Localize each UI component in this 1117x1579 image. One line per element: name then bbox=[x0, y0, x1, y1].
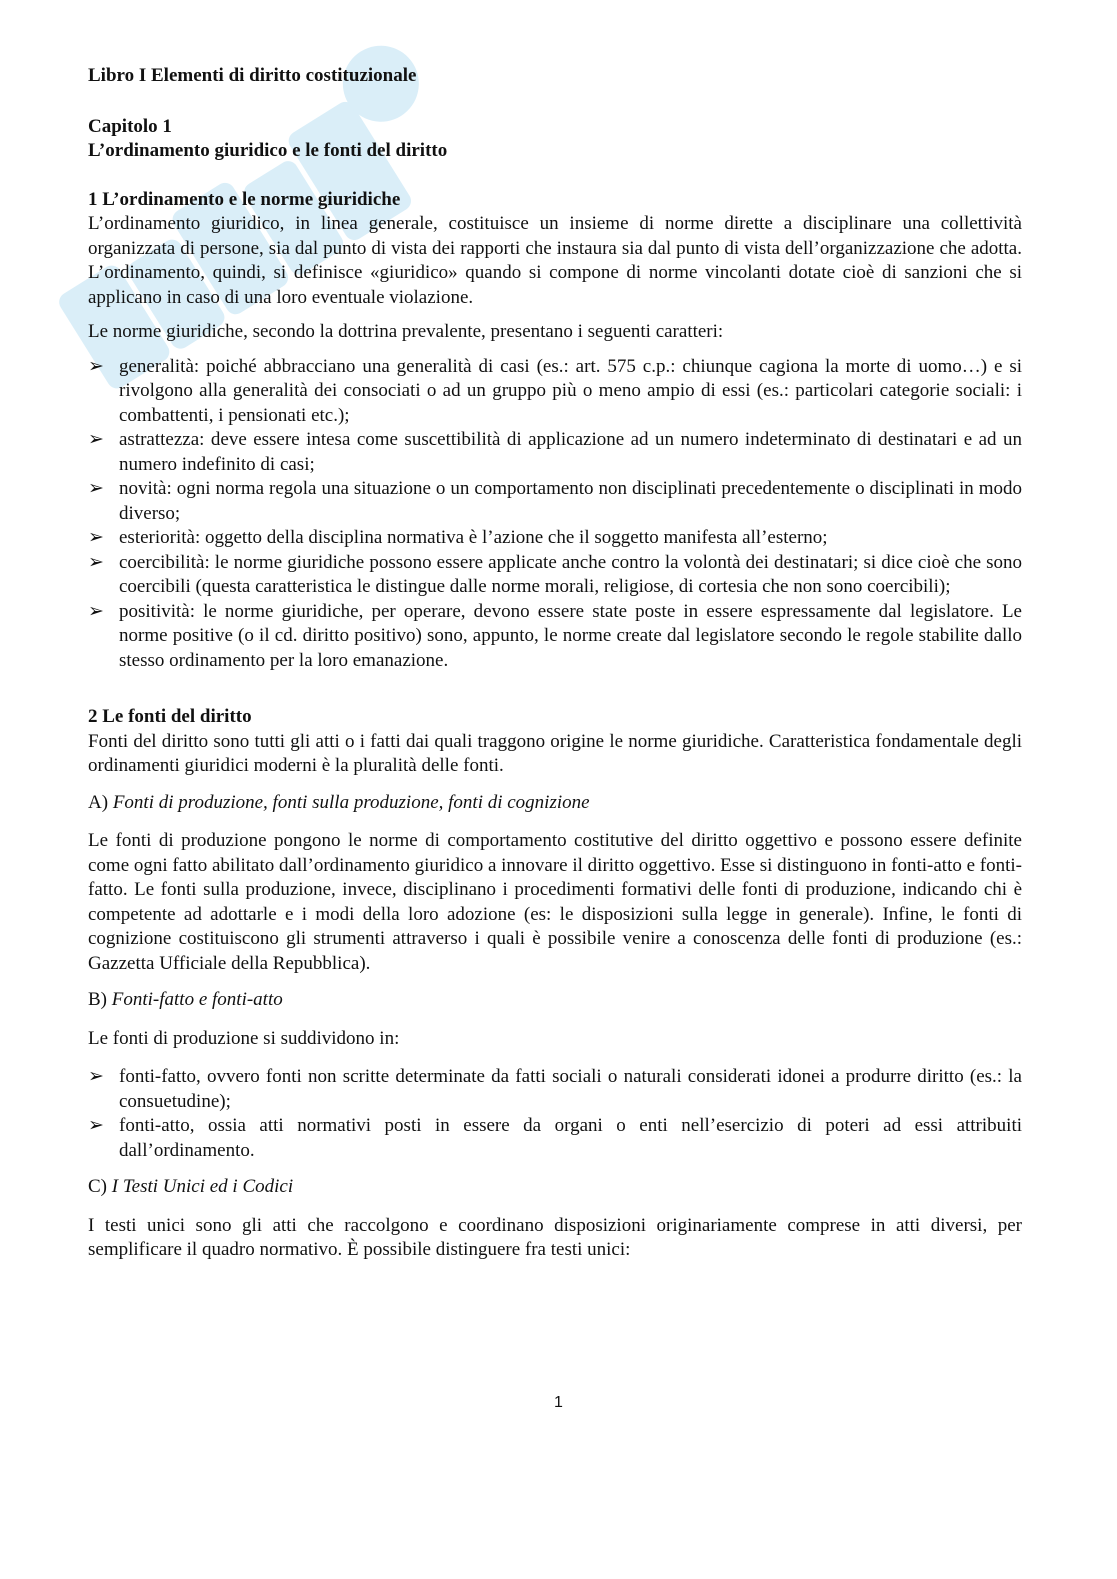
arrow-bullet-icon: ➢ bbox=[88, 527, 104, 548]
list-item: ➢ esteriorità: oggetto della disciplina normativa è l’azione che il soggetto manifesta all’esterno; bbox=[88, 526, 1022, 551]
section-1-heading: 1 L’ordinamento e le norme giuridiche bbox=[88, 188, 401, 210]
arrow-bullet-icon: ➢ bbox=[88, 355, 104, 377]
section-1-paragraph: L’ordinamento giuridico, in linea generale, costituisce un insieme di norme dirette a disciplinare una collettività organizzata di persone, sia dal punto di vista dei rapporti che instaura sia dal punto di vista dell’organizzazione che adotta. L’ordinamento, quindi, si definisce «giuridico» quando si compone di norme vincolanti dotate cioè di sanzioni che si applicano in caso di una loro eventuale violazione. bbox=[88, 213, 1022, 308]
subsection-c-paragraph: I testi unici sono gli atti che raccolgono e coordinano disposizioni originariamente comprese in atti diversi, per semplificare il quadro normativo. È possibile distinguere fra testi unici: bbox=[88, 1214, 1022, 1260]
chapter-label: Capitolo 1 bbox=[88, 115, 172, 137]
list-item: ➢ fonti-atto, ossia atti normativi posti in essere da organi o enti nell’esercizio di poteri ad essi attribuiti dall’ordinamento. bbox=[88, 1115, 1022, 1161]
page-number: 1 bbox=[554, 1394, 563, 1411]
arrow-bullet-icon: ➢ bbox=[88, 600, 104, 622]
arrow-bullet-icon: ➢ bbox=[88, 478, 104, 499]
subsection-b-paragraph: Le fonti di produzione si suddividono in: bbox=[88, 1027, 400, 1049]
book-title: Libro I Elementi di diritto costituzionale bbox=[88, 65, 417, 86]
section-2-heading: 2 Le fonti del diritto bbox=[88, 706, 252, 727]
chapter-title: L’ordinamento giuridico e le fonti del diritto bbox=[88, 140, 448, 161]
section-1-intro-paragraph: Le norme giuridiche, secondo la dottrina prevalente, presentano i seguenti caratteri: bbox=[88, 321, 724, 342]
list-item: ➢ coercibilità: le norme giuridiche possono essere applicate anche contro la volontà dei destinatari; si dice cioè che sono coercibili (questa caratteristica le distingue dalle norme morali, religiose, di cortesia che non sono coercibili); bbox=[88, 551, 1022, 597]
subsection-a-paragraph: Le fonti di produzione pongono le norme di comportamento costitutive del diritto oggettivo e possono essere definite come ogni fatto abilitato dall’ordinamento giuridico a innovare il diritto oggettivo. Esse si distinguono in fonti-atto e fonti-fatto. Le fonti sulla produzione, invece, disciplinano i procedimenti formativi delle fonti di produzione, indicando chi è competente ad adottarle e i modi della loro adozione (es: le disposizioni sulla legge in generale). Infine, le fonti di cognizione costituiscono gli strumenti attraverso i quali è possibile venire a conoscenza delle fonti di produzione (es.: Gazzetta Ufficiale della Repubblica). bbox=[88, 830, 1022, 974]
list-item: ➢ astrattezza: deve essere intesa come suscettibilità di applicazione ad un numero indeterminato di destinatari e ad un numero indefinito di casi; bbox=[88, 429, 1022, 475]
list-item: ➢ positività: le norme giuridiche, per operare, devono essere state poste in essere espressamente dal legislatore. Le norme positive (o il cd. diritto positivo) sono, appunto, le norme create dal legislatore secondo le regole stabilite dallo stesso ordinamento per la loro emanazione. bbox=[88, 600, 1022, 671]
arrow-bullet-icon: ➢ bbox=[88, 1066, 104, 1087]
subsection-c-heading: C) I Testi Unici ed i Codici bbox=[88, 1176, 294, 1197]
list-item: ➢ generalità: poiché abbracciano una generalità di casi (es.: art. 575 c.p.: chiunque cagiona la morte di uomo…) e si rivolgono alla generalità dei consociati o ad un gruppo più o meno ampio di essi (es.: particolari categorie sociali: i combattenti, i pensionati etc.); bbox=[88, 355, 1022, 426]
subsection-a-heading: A) Fonti di produzione, fonti sulla produzione, fonti di cognizione bbox=[88, 791, 590, 813]
document-body bbox=[88, 64, 1022, 1263]
subsection-b-heading: B) Fonti-fatto e fonti-atto bbox=[88, 989, 283, 1010]
section-2-paragraph: Fonti del diritto sono tutti gli atti o i fatti dai quali traggono origine le norme giuridiche. Caratteristica fondamentale degli ordinamenti giuridici moderni è la pluralità delle fonti. bbox=[88, 730, 1022, 776]
sources-list bbox=[88, 1065, 1022, 1163]
arrow-bullet-icon: ➢ bbox=[88, 551, 104, 573]
arrow-bullet-icon: ➢ bbox=[88, 429, 104, 450]
list-item: ➢ novità: ogni norma regola una situazione o un comportamento non disciplinati precedentemente o disciplinati in modo diverso; bbox=[88, 478, 1022, 524]
list-item: ➢ fonti-fatto, ovvero fonti non scritte determinate da fatti sociali o naturali considerati idonei a produrre diritto (es.: la consuetudine); bbox=[88, 1066, 1022, 1112]
arrow-bullet-icon: ➢ bbox=[88, 1115, 104, 1136]
norm-characteristics-list bbox=[88, 355, 1022, 674]
